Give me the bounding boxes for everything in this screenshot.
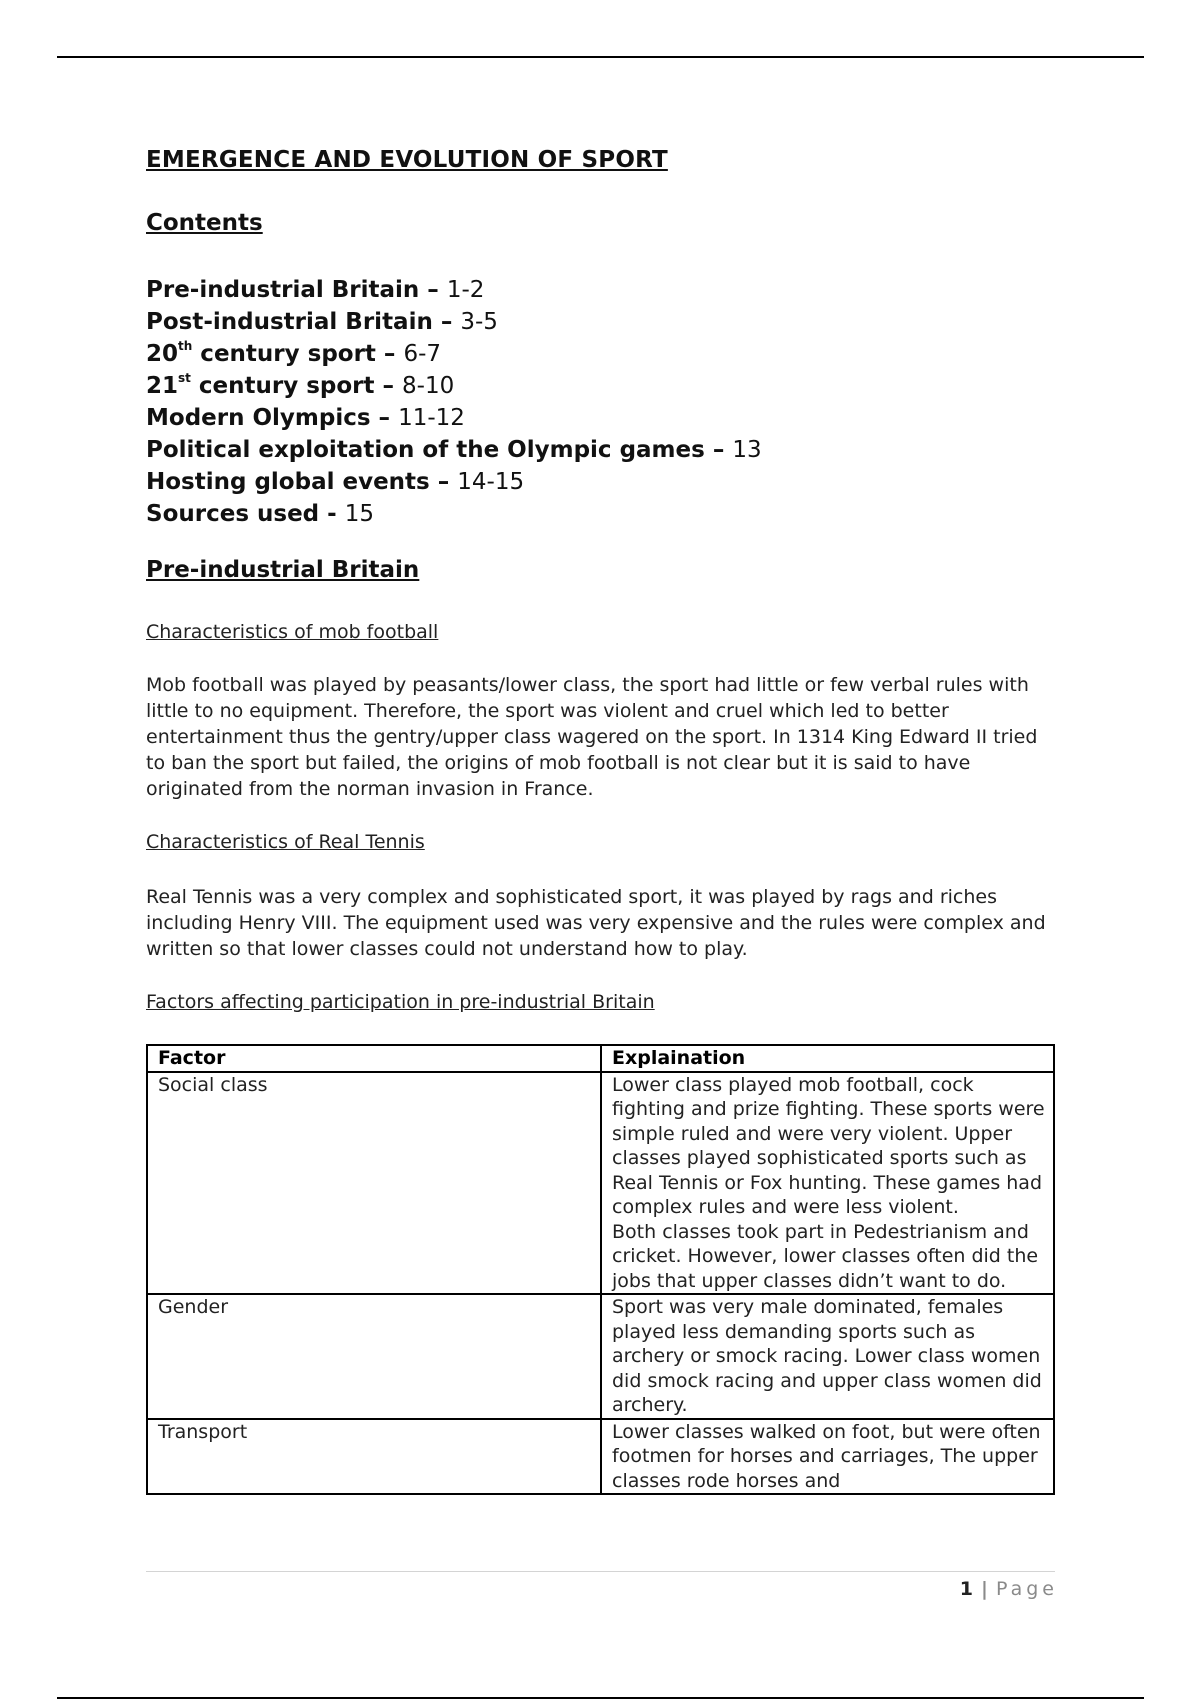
table-row	[147, 1072, 1054, 1295]
toc-item[interactable]: Sources used - 15	[146, 501, 374, 527]
table-row	[147, 1294, 1054, 1419]
subheading-factors: Factors affecting participation in pre-industrial Britain	[146, 991, 655, 1013]
toc-item[interactable]: Political exploitation of the Olympic games – 13	[146, 437, 762, 463]
subheading-real-tennis: Characteristics of Real Tennis	[146, 831, 425, 853]
section-heading-pre-industrial: Pre-industrial Britain	[146, 557, 420, 583]
toc-item[interactable]: Modern Olympics – 11-12	[146, 405, 465, 431]
cell-explanation	[601, 1072, 1054, 1295]
table-row	[147, 1419, 1054, 1495]
toc-item[interactable]: 20th century sport – 6-7	[146, 339, 442, 367]
page-number: 1 | Page	[959, 1578, 1058, 1600]
toc-item[interactable]: Post-industrial Britain – 3-5	[146, 309, 498, 335]
paragraph-real-tennis: Real Tennis was a very complex and sophisticated sport, it was played by rags and riches including Henry VIII. The equipment used was very expensive and the rules were complex and written so that lower classes could not understand how to play.	[146, 886, 1046, 960]
bottom-rule	[57, 1697, 1144, 1699]
cell-explanation: Sport was very male dominated, females played less demanding sports such as archery or smock racing. Lower class women did smock racing and upper class women did archery.	[601, 1294, 1054, 1419]
document-title: EMERGENCE AND EVOLUTION OF SPORT	[146, 147, 668, 173]
top-rule	[57, 56, 1144, 58]
column-header-explanation: Explaination	[601, 1045, 1054, 1072]
cell-factor: Transport	[147, 1419, 601, 1495]
cell-explanation-text: Lower class played mob football, cock fighting and prize fighting. These sports were simple ruled and were very violent. Upper classes played sophisticated sports such as Real Tennis or Fox hunting. These games had complex rules and were less violent.	[612, 1073, 1045, 1218]
footer-divider	[146, 1571, 1055, 1572]
subheading-mob-football: Characteristics of mob football	[146, 621, 439, 643]
cell-factor: Social class	[147, 1072, 601, 1295]
paragraph-mob-football: Mob football was played by peasants/lower class, the sport had little or few verbal rules with little to no equipment. Therefore, the sport was violent and cruel which led to better entertainment thus the gentry/upper class wagered on the sport. In 1314 King Edward II tried to ban the sport but failed, the origins of mob football is not clear but it is said to have originated from the norman invasion in France.	[146, 674, 1038, 800]
toc-item[interactable]: Pre-industrial Britain – 1-2	[146, 277, 485, 303]
column-header-factor: Factor	[147, 1045, 601, 1072]
factors-table	[146, 1044, 1055, 1495]
cell-factor: Gender	[147, 1294, 601, 1419]
toc-item[interactable]: Hosting global events – 14-15	[146, 469, 525, 495]
contents-heading: Contents	[146, 210, 263, 236]
table-header-row	[147, 1045, 1054, 1072]
table-of-contents	[146, 274, 762, 530]
cell-explanation: Lower classes walked on foot, but were often footmen for horses and carriages, The upper classes rode horses and	[601, 1419, 1054, 1495]
cell-explanation-text: Both classes took part in Pedestrianism and cricket. However, lower classes often did the jobs that upper classes didn’t want to do.	[612, 1220, 1039, 1292]
toc-item[interactable]: 21st century sport – 8-10	[146, 371, 455, 399]
